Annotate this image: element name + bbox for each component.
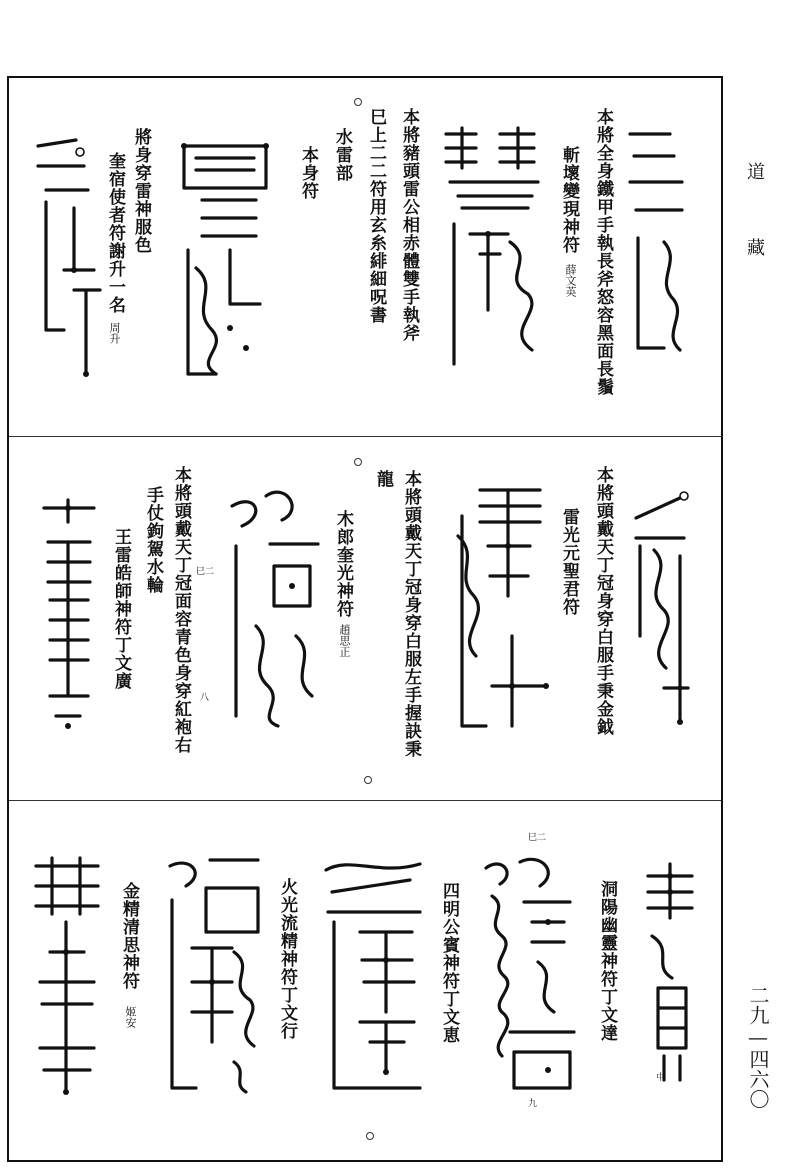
- bot-col4-name: 姬安: [124, 1006, 137, 1028]
- circle-marker: [366, 1132, 374, 1140]
- circle-marker: [354, 98, 362, 106]
- talisman-figure: [162, 852, 266, 1100]
- talisman-figure: [624, 112, 690, 374]
- circle-marker: [354, 458, 362, 466]
- mid-col3-caption: 木郎奎光神符: [333, 510, 353, 618]
- talisman-figure: [226, 486, 326, 732]
- margin-collection-title: 道: [744, 162, 765, 182]
- talisman-figure: [176, 138, 276, 382]
- mid-col5-caption: 手仗鉤駕水輪: [143, 486, 163, 594]
- bot-col1-note: 巳二: [528, 833, 547, 843]
- top-col4-caption: 將身穿雷神服色: [131, 128, 151, 254]
- top-col3-subheading: 本身符: [298, 146, 318, 200]
- bot-col2-caption: 四明公賓神符丁文恵: [439, 882, 459, 1044]
- page-number: 二九—四六〇: [746, 985, 770, 1109]
- bot-col3-caption: 火光流精神符丁文行: [277, 878, 297, 1040]
- talisman-figure: [34, 130, 104, 380]
- talisman-figure: [480, 852, 580, 1102]
- bot-col1-caption: 洞陽幽靈神符丁文達: [597, 880, 617, 1042]
- mid-col4-note: 巳二: [196, 567, 215, 577]
- bot-col1-note-2: 九: [528, 1099, 538, 1109]
- talisman-figure: [644, 858, 696, 1086]
- top-col2-caption: 本將豬頭雷公相赤體雙手執斧: [399, 108, 419, 342]
- top-col1-caption: 本將全身鐵甲手執長斧怒容黑面長鬚: [593, 108, 613, 396]
- panel-divider-top: [9, 436, 721, 437]
- talisman-figure: [450, 486, 556, 736]
- mid-col2-heading: 龍: [373, 470, 393, 488]
- mid-col4-caption: 本將頭戴天丁冠面容青色身穿紅袍右: [171, 466, 191, 754]
- bot-col4-caption: 金精清思神符: [119, 882, 139, 990]
- top-col1-subcaption: 斬壞變現神符: [559, 146, 579, 254]
- panel-divider-bottom: [9, 800, 721, 801]
- mid-col1-subcaption: 雷光元聖君符: [559, 508, 579, 616]
- top-col4-subcaption: 奎宿使者符謝升一名: [105, 152, 125, 314]
- mid-col1-caption: 本將頭戴天丁冠身穿白服手秉金鉞: [593, 466, 613, 736]
- talisman-figure: [32, 852, 102, 1098]
- talisman-figure: [40, 496, 98, 736]
- top-col3-heading: 水雷部: [332, 128, 352, 182]
- mid-col4-note-2: 八: [200, 693, 210, 703]
- mid-col5-subcaption: 王雷皓師神符丁文廣: [111, 528, 131, 690]
- mid-col3-name: 趙思正: [338, 624, 351, 657]
- top-col1-name: 薛文英: [564, 264, 577, 297]
- margin-collection-title-2: 藏: [744, 238, 765, 258]
- talisman-figure: [440, 124, 550, 376]
- mid-col2-caption: 本將頭戴天丁冠身穿白服左手握訣秉: [401, 470, 421, 758]
- circle-marker: [364, 776, 372, 784]
- talisman-figure: [320, 852, 428, 1098]
- talisman-figure: [630, 486, 690, 736]
- bot-col1-note-3: 中: [656, 1073, 666, 1083]
- top-col4-name: 周升: [108, 322, 121, 344]
- top-col2-subcaption: 巳上二二符用玄糸緋細呪書: [366, 108, 386, 324]
